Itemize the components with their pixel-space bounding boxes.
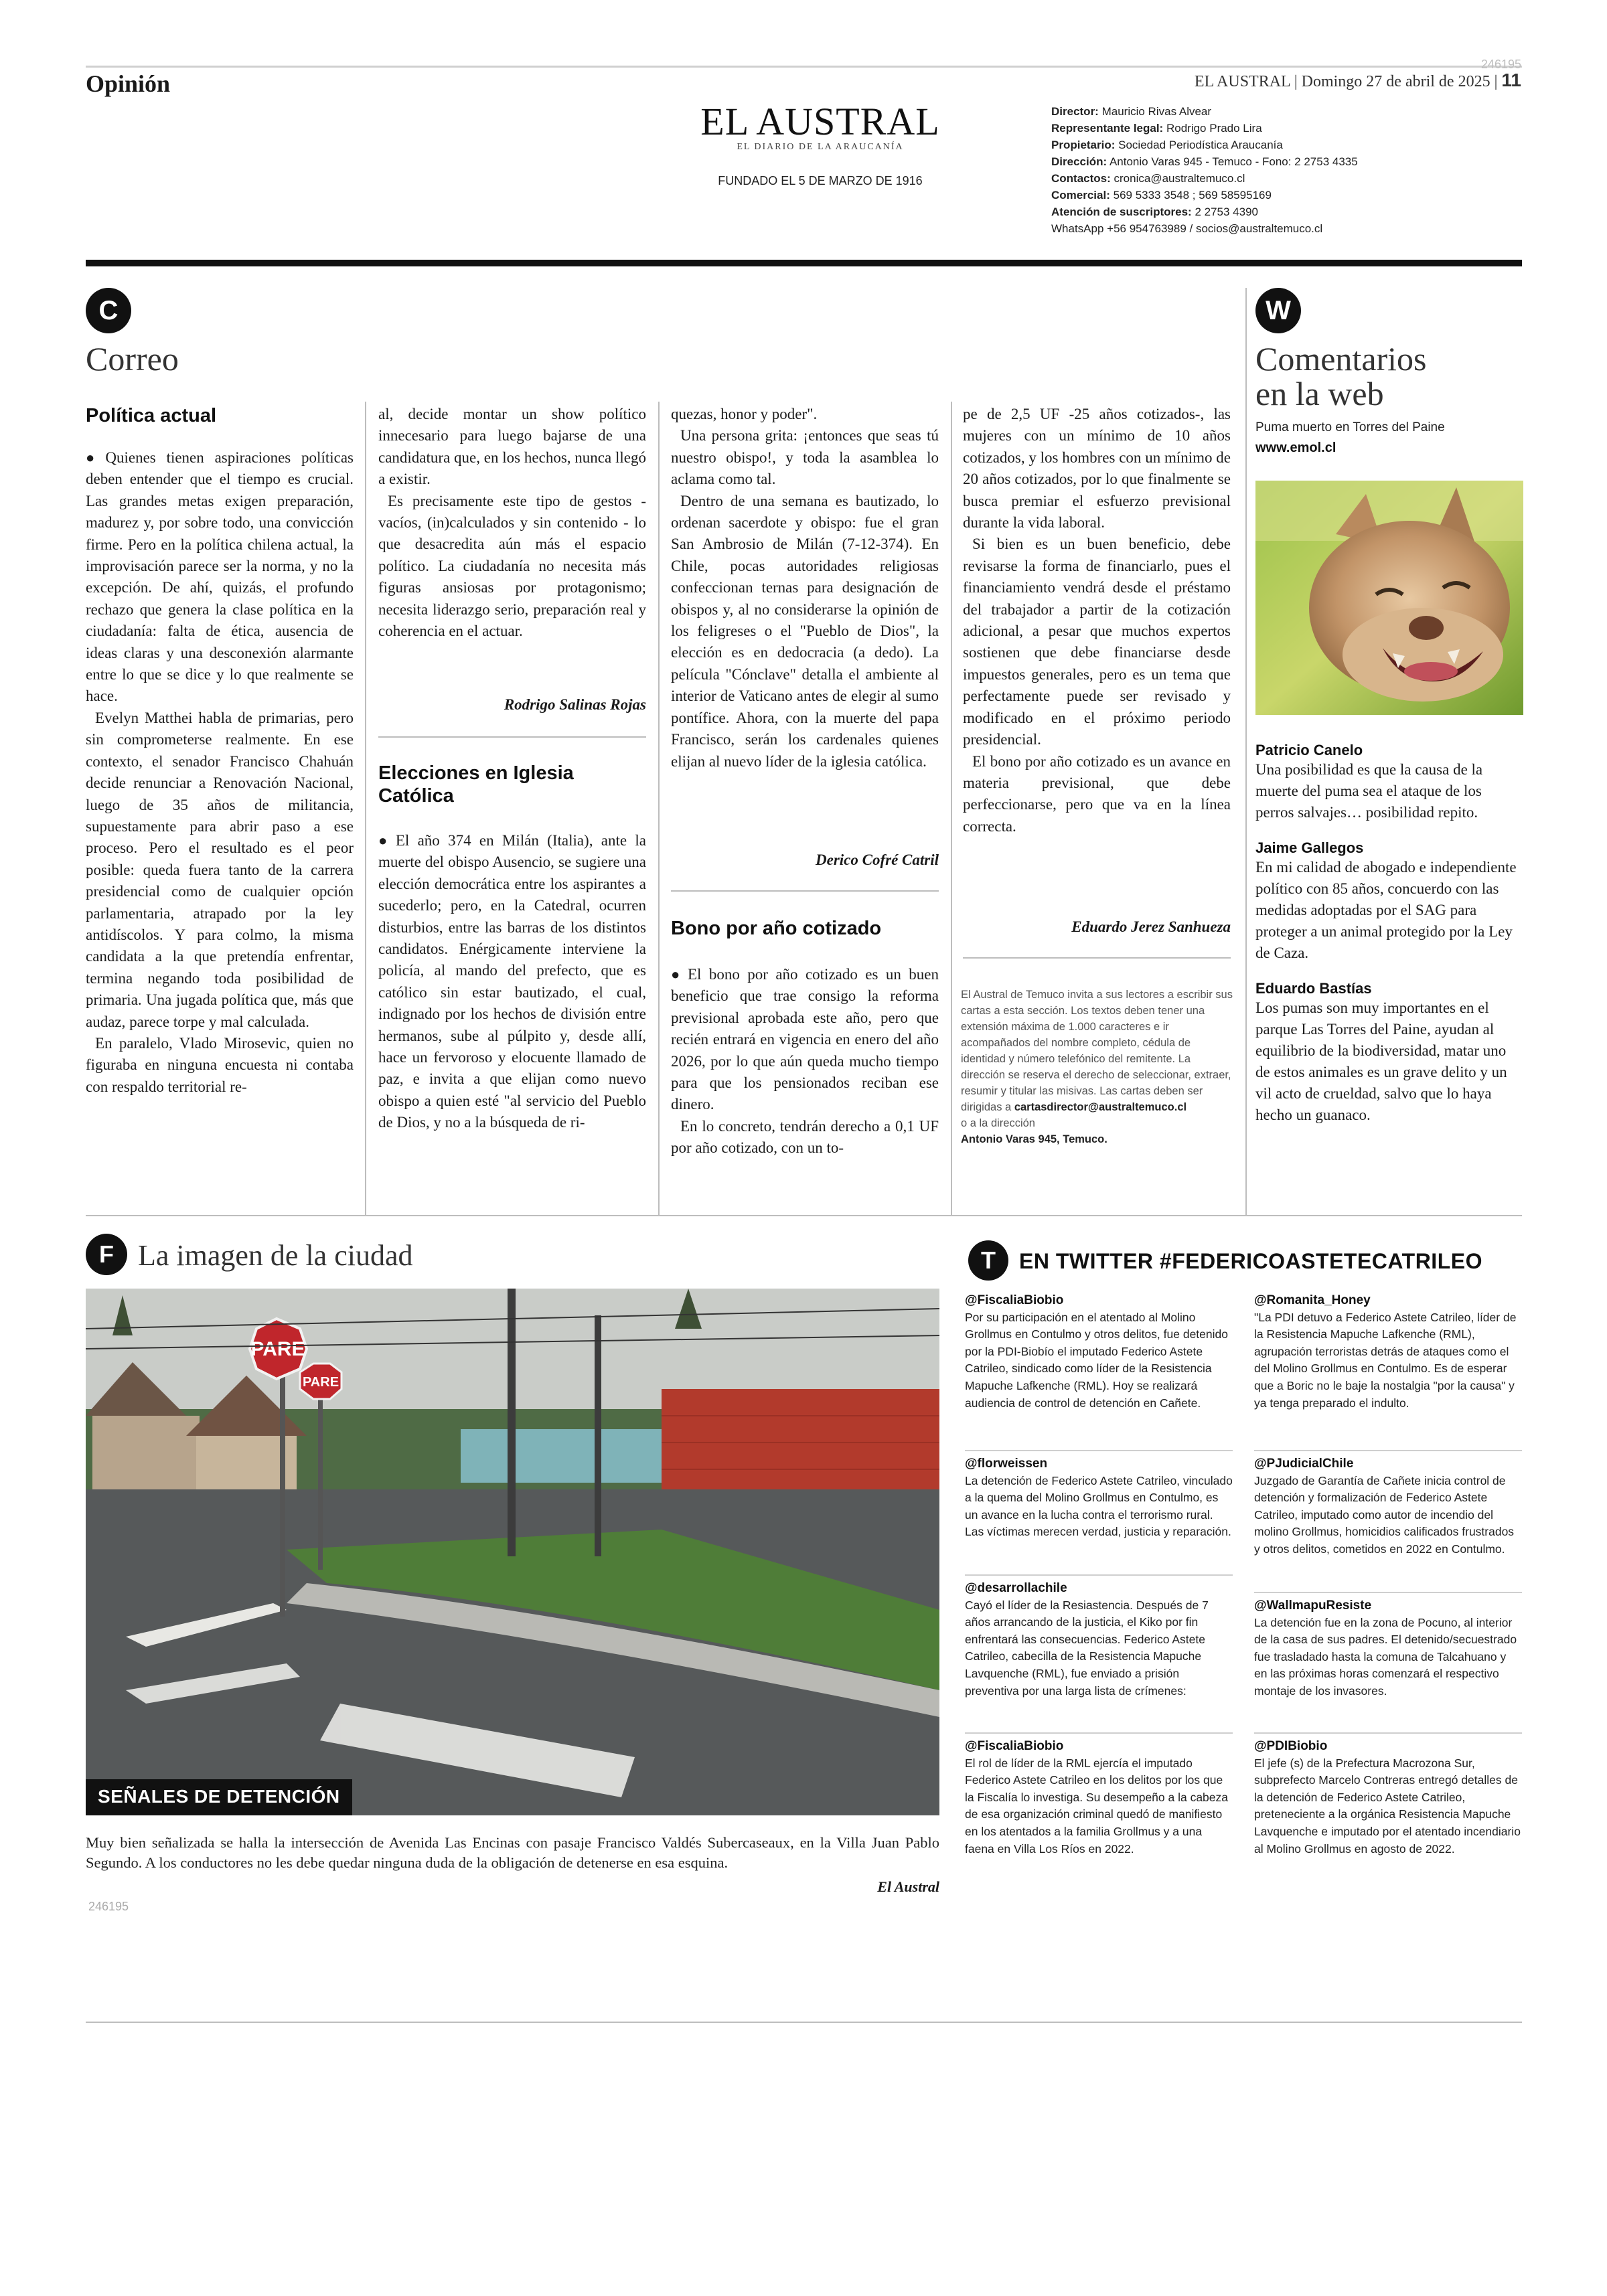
twitter-badge: T xyxy=(968,1240,1008,1281)
letter-paragraph: Una persona grita: ¡entonces que seas tú nuestro obispo!, y toda la asamblea lo aclama como tal. xyxy=(671,427,939,488)
staff-line: Comercial: 569 5333 3548 ; 569 58595169 xyxy=(1051,189,1272,201)
newspaper-tagline: EL DIARIO DE LA ARAUCANÍA xyxy=(737,142,904,152)
tweet-text: Cayó el líder de la Resiastencia. Después de 7 años arrancando de la justicia, el Kiko por fin enfrentará las consecuencias. Federico Astete Catrileo, cabecilla de la Resistencia Mapuche Lavquenche (RML), fue enviado a prisión preventiva por una larga lista de crímenes: xyxy=(965,1598,1209,1698)
column-divider xyxy=(1245,288,1247,1215)
letter-column xyxy=(671,404,939,772)
letter-paragraph: El año 374 en Milán (Italia), ante la muerte del obispo Ausencio, se sugiere una elección democrática entre los aspirantes a sucederlo; pero, en la Catedral, ocurren disturbios, entre las barras de los distintos candidatos. Enérgicamente interviene la policía, al mando del prefecto, que es católico sin estar bautizado, el cual, indignado por los hechos de división entre hermanos, sube al púlpito y, desde allí, hace un fervoroso y elocuente llamado de paz, e invita a que elijan como nuevo obispo a quien esté "al servicio del Pueblo de Dios, y no a la búsqueda de ri- xyxy=(378,832,646,1131)
founded-line: FUNDADO EL 5 DE MARZO DE 1916 xyxy=(718,174,923,187)
tweet-separator xyxy=(965,1732,1233,1734)
correo-title: Correo xyxy=(86,340,179,378)
letter-paragraph: El bono por año cotizado es un buen beneficio que trae consigo la reforma previsional aprobada este año, pero que recién entrará en vigencia en enero del año 2026, por lo que aún queda mucho tiempo para que los pensionados reciban ese dinero. xyxy=(671,966,939,1113)
staff-line: Representante legal: Rodrigo Prado Lira xyxy=(1051,122,1262,135)
tweet-separator xyxy=(965,1574,1233,1576)
tweet-handle: @florweissen xyxy=(965,1457,1048,1471)
tweet-separator xyxy=(965,1450,1233,1451)
letters-notice xyxy=(961,987,1235,1147)
tweet-handle: @FiscaliaBiobio xyxy=(965,1739,1064,1753)
letter-column xyxy=(378,404,646,642)
letter-paragraph: Es precisamente este tipo de gestos - vacíos, (in)calculados y sin contenido - lo que desacredita aún más el espacio político. La ciudadanía no necesita más figuras ansiosas por protagonismo; necesita liderazgo serio, preparación real y coherencia en el actuar. xyxy=(378,492,646,640)
page-ref-date: Domingo 27 de abril de 2025 xyxy=(1301,73,1490,90)
letter-paragraph: Si bien es un buen beneficio, debe revisarse la forma de financiarlo, pues el financiamiento vendrá desde el préstamo del trabajador a partir de la cotización adicional, a pesar que muchos expertos sostienen que debe financiarse desde impuestos generales, pero es un tema que perfectamente puede ser revisado y modificado en el próximo periodo presidencial. xyxy=(963,536,1231,748)
letter-paragraph: Dentro de una semana es bautizado, lo ordenan sacerdote y obispo: fue el gran San Ambrosio de Milán (7-12-374). En Chile, pocas autoridades religiosas confeccionan ternas para designación de obispos y, al no considerarse la opinión de los feligreses o el "Pueblo de Dios", la elección es en dedocracia (a dedo). La película "Cónclave" detalla el ambiente al interior de Vaticano antes de elegir al sumo pontífice. Ahora, con la muerte del papa Francisco, serán los cardenales quienes elijan al nuevo líder de la iglesia católica. xyxy=(671,492,939,770)
web-comments xyxy=(1255,742,1523,1126)
bullet-icon: ● xyxy=(378,832,392,849)
section-label: Opinión xyxy=(86,70,171,97)
page-bottom-rule xyxy=(86,2022,1522,2023)
section-separator xyxy=(86,1215,1522,1216)
commenter-name: Patricio Canelo xyxy=(1255,742,1363,758)
puma-photo xyxy=(1255,481,1523,715)
web-url: www.emol.cl xyxy=(1255,440,1336,455)
column-divider xyxy=(951,402,952,1215)
bullet-icon: ● xyxy=(86,449,102,466)
column-divider xyxy=(365,402,366,1215)
masthead xyxy=(670,100,971,188)
notice-address: Antonio Varas 945, Temuco. xyxy=(961,1133,1107,1145)
tweet-text: La detención de Federico Astete Catrileo, vinculado a la quema del Molino Grollmus en Contulmo, es un avance en la lucha contra el terrorismo rural. Las víctimas merecen verdad, justicia y reparación. xyxy=(965,1473,1233,1539)
letter-headline: Elecciones en Iglesia Católica xyxy=(378,762,574,807)
letter-signature: Derico Cofré Catril xyxy=(816,851,939,868)
tweet xyxy=(1254,1738,1522,1858)
letter-column xyxy=(963,404,1231,837)
letter-headline: Política actual xyxy=(86,405,217,426)
tweet xyxy=(1254,1597,1522,1700)
tweet-text: El jefe (s) de la Prefectura Macrozona Sur, subprefecto Marcelo Contreras entregó detalles de la detención de Federico Astete Catrileo, preteneciente a la orgánica Resistencia Mapuche Lavquenche e imputado por el atentado incendiario al Molino Grollmus en agosto de 2022. xyxy=(1254,1756,1521,1856)
tweet-handle: @Romanita_Honey xyxy=(1254,1293,1371,1307)
notice-separator xyxy=(963,957,1231,959)
letter-paragraph: Evelyn Matthei habla de primarias, pero sin comprometerse realmente. En ese contexto, el senador Francisco Chahuán decide renunciar a Renovación Nacional, luego de 35 años de militancia, supuestamente para abrir paso a ese proceso. Pero el resultado es el peor posible: queda fuera tanto de la carrera presidencial como de cualquier opción parlamentaria, atrapado por la ley antidíscolos. Y para colmo, la misma candidata a la que pretendía enfrentar, termina negando toda posibilidad de primaria. Una jugada política que, más que audaz, parece torpe y mal calculada. xyxy=(86,709,354,1030)
staff-line: Director: Mauricio Rivas Alvear xyxy=(1051,105,1212,118)
page-number: 11 xyxy=(1501,70,1521,90)
letter-column xyxy=(378,830,646,1134)
correo-badge: C xyxy=(86,288,131,333)
page-ref-paper: EL AUSTRAL xyxy=(1194,73,1290,90)
tweet-text: Por su participación en el atentado al Molino Grollmus en Contulmo y otros delitos, fue detenido por la PDI-Biobío el imputado Federico Astete Catrileo, sindicado como líder de la Resistencia Mapuche Lafkenche (RML). Hoy se realizará audiencia de control de detención en Cañete. xyxy=(965,1310,1228,1410)
web-comment xyxy=(1255,742,1523,823)
tweet-separator xyxy=(1254,1450,1522,1451)
imagen-title: La imagen de la ciudad xyxy=(138,1239,413,1272)
web-badge: W xyxy=(1255,288,1301,333)
tweet-separator xyxy=(1254,1592,1522,1593)
bullet-icon: ● xyxy=(671,966,684,983)
tweet xyxy=(965,1292,1233,1412)
column-divider xyxy=(658,402,660,1215)
newspaper-logo: EL AUSTRAL xyxy=(700,100,940,143)
tweet xyxy=(965,1738,1233,1858)
tweet-handle: @desarrollachile xyxy=(965,1581,1067,1595)
tweet-handle: @PJudicialChile xyxy=(1254,1457,1354,1471)
letter-paragraph: El bono por año cotizado es un avance en materia previsional, que debe perfeccionarse, pero que va en la línea correcta. xyxy=(963,752,1231,835)
letter-headline: Bono por año cotizado xyxy=(671,918,882,939)
header-top-rule xyxy=(86,66,1522,68)
letter-column xyxy=(671,964,939,1159)
web-caption: Puma muerto en Torres del Paine xyxy=(1255,420,1445,434)
street-image xyxy=(86,1289,939,1815)
staff-line: Propietario: Sociedad Periodística Araucanía xyxy=(1051,139,1283,151)
letter-separator xyxy=(378,736,646,738)
notice-email: cartasdirector@australtemuco.cl xyxy=(1014,1101,1187,1113)
image-code: 246195 xyxy=(88,1900,129,1913)
notice-or: o a la dirección xyxy=(961,1117,1035,1129)
stop-sign-text: PARE xyxy=(302,1375,339,1390)
letter-paragraph: En lo concreto, tendrán derecho a 0,1 UF por año cotizado, con un to- xyxy=(671,1117,939,1157)
letter-paragraph: pe de 2,5 UF -25 años cotizados-, las mujeres con un mínimo de 10 años cotizados, y los hombres con un mínimo de 20 años cotizados, por lo que finalmente se busca premiar el esfuerzo previsional durante la vida laboral. xyxy=(963,406,1231,531)
tweet-handle: @FiscaliaBiobio xyxy=(965,1293,1064,1307)
comment-text: Los pumas son muy importantes en el parque Las Torres del Paine, ayudan al equilibrio de la biodiversidad, matar uno de estos animales es un grave delito y un vil acto de crueldad, salvo que lo haya hecho un guanaco. xyxy=(1255,999,1507,1123)
letter-column xyxy=(86,447,354,1098)
puma-image xyxy=(1255,481,1523,715)
letter-signature: Rodrigo Salinas Rojas xyxy=(504,696,646,713)
commenter-name: Eduardo Bastías xyxy=(1255,980,1372,997)
staff-line: Atención de suscriptores: 2 2753 4390 xyxy=(1051,206,1258,218)
tweet-text: El rol de líder de la RML ejercía el imputado Federico Astete Catrileo en los delitos por los que la Fiscalía lo investiga. Su desempeño a la cabeza de esa organización criminal quedó de manifiesto en los atentados a la familia Grollmus y a una faena en Villa Los Ríos en 2022. xyxy=(965,1756,1229,1856)
tweet-text: La detención fue en la zona de Pocuno, al interior de la casa de sus padres. El detenido/secuestrado fue trasladado hasta la comuna de Talcahuano y en las próximas horas comenzará el respectivo montaje de los invasores. xyxy=(1254,1615,1517,1698)
photo-tag: SEÑALES DE DETENCIÓN xyxy=(86,1779,352,1815)
photo-caption: Muy bien señalizada se halla la intersección de Avenida Las Encinas con pasaje Francisco Valdés Subercaseaux, en la Villa Juan Pablo Segundo. A los conductores no les debe quedar ninguna duda de la obligación de detenerse en esa esquina. xyxy=(86,1834,939,1871)
letter-paragraph: Quienes tienen aspiraciones políticas deben entender que el tiempo es crucial. Las grandes metas exigen preparación, madurez y, por sobre todo, una convicción firme. Pero en la política chilena actual, la improvisación parece ser la norma, y no la excepción. De ahí, quizás, el profundo rechazo que genera la clase política en la ciudadanía: falta de ética, ausencia de ideas claras y una desconexión alarmante entre lo que se dice y lo que realmente se hace. xyxy=(86,449,354,705)
twitter-title: EN TWITTER #FEDERICOASTETECATRILEO xyxy=(1019,1249,1482,1273)
tweet-text: Juzgado de Garantía de Cañete inicia control de detención y formalización de Federico Astete Catrileo, imputado como autor de incendio del molino Grollmus, homicidios calificados frustrados y otros delitos, cometidos en 2022 en Contulmo. xyxy=(1254,1473,1515,1556)
staff-line: WhatsApp +56 954763989 / socios@australtemuco.cl xyxy=(1051,222,1323,235)
letter-separator xyxy=(671,890,939,892)
notice-text: El Austral de Temuco invita a sus lectores a escribir sus cartas a esta sección. Los textos deben tener una extensión máxima de 1.000 caracteres e ir acompañados del nombre completo, cédula de identidad y número telefónico del remitente. La dirección se reserva el derecho de seleccionar, extraer, resumir y titular las misivas. Las cartas deben ser dirigidas a xyxy=(961,989,1233,1113)
comment-text: En mi calidad de abogado e independiente político con 85 años, concuerdo con las medidas adoptadas por el SAG para proteger a un animal protegido por la Ley de Caza. xyxy=(1255,859,1517,961)
tweet-handle: @PDIBiobio xyxy=(1254,1739,1328,1753)
staff-box xyxy=(1051,103,1440,237)
tweet-handle: @WallmapuResiste xyxy=(1254,1598,1372,1613)
letter-paragraph: al, decide montar un show político innecesario para luego bajarse de una candidatura que, en los hechos, nunca llegó a existir. xyxy=(378,406,646,488)
header-thick-rule xyxy=(86,260,1522,266)
tweet-separator xyxy=(1254,1732,1522,1734)
photo-signature: El Austral xyxy=(877,1878,939,1895)
page-code: 246195 xyxy=(1480,58,1521,71)
tweet xyxy=(1254,1455,1522,1558)
staff-line: Contactos: cronica@australtemuco.cl xyxy=(1051,172,1245,185)
street-photo xyxy=(86,1289,939,1815)
tweet-text: "La PDI detuvo a Federico Astete Catrileo, líder de la Resistencia Mapuche Lafkenche (RML), agrupación terroristas detrás de ataques como el del Molino Grollmus en Contulmo. Es de esperar que a Boric no le baje la nostalgia "por la causa" y ya tenga preparado el indulto. xyxy=(1254,1310,1517,1410)
tweet xyxy=(1254,1292,1522,1412)
comment-text: Una posibilidad es que la causa de la muerte del puma sea el ataque de los perros salvajes… posibilidad repito. xyxy=(1255,761,1483,821)
web-comment xyxy=(1255,839,1523,964)
commenter-name: Jaime Gallegos xyxy=(1255,839,1364,856)
letter-signature: Eduardo Jerez Sanhueza xyxy=(1071,918,1231,935)
letter-paragraph: quezas, honor y poder". xyxy=(671,406,818,422)
letter-paragraph: En paralelo, Vlado Mirosevic, quien no figuraba en ninguna encuesta ni contaba con respaldo territorial re- xyxy=(86,1034,354,1095)
staff-line: Dirección: Antonio Varas 945 - Temuco - Fono: 2 2753 4335 xyxy=(1051,155,1358,168)
stop-sign-text: PARE xyxy=(250,1338,305,1360)
tweet xyxy=(965,1455,1233,1541)
page-reference: EL AUSTRAL | Domingo 27 de abril de 2025 | 11 xyxy=(1194,70,1521,90)
web-comment xyxy=(1255,980,1523,1126)
web-title: Comentarios en la web xyxy=(1255,340,1427,412)
imagen-badge: F xyxy=(86,1234,127,1275)
tweet xyxy=(965,1580,1233,1700)
